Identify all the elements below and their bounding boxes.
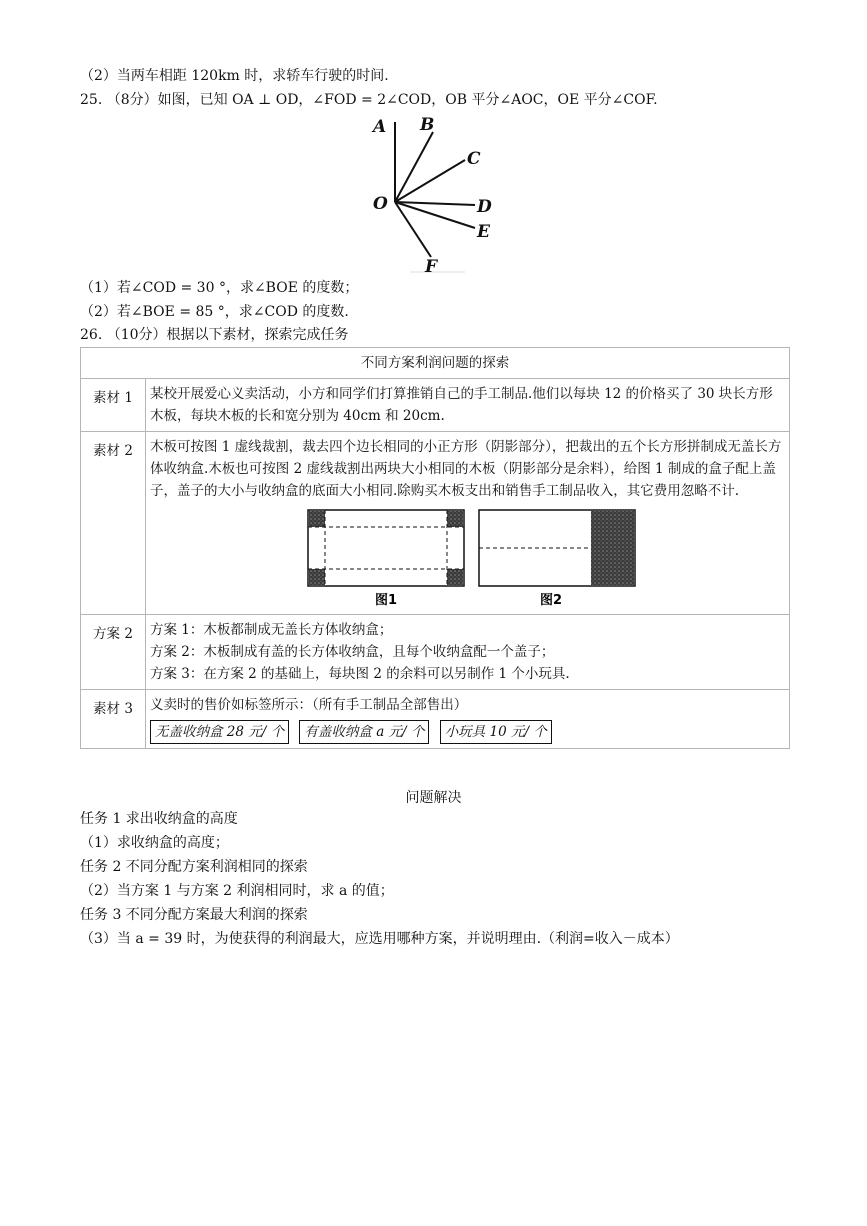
label-c: C	[467, 149, 481, 169]
table-row	[81, 690, 790, 749]
plan-2: 方案 2：木板制成有盖的长方体收纳盒，且每个收纳盒配一个盖子；	[150, 644, 555, 660]
table-row	[81, 615, 790, 690]
row-label: 素材 1	[81, 379, 146, 432]
row-text: 义卖时的售价如标签所示：（所有手工制品全部售出）	[150, 697, 468, 713]
plan-3: 方案 3：在方案 2 的基础上，每块图 2 的余料可以另制作 1 个小玩具.	[150, 666, 570, 682]
task-2-title: 任务 2 不同分配方案利润相同的探索	[80, 859, 308, 875]
row-label: 素材 2	[81, 432, 146, 615]
angle-figure	[365, 112, 505, 277]
figure-1	[308, 510, 464, 608]
label-e: E	[477, 222, 490, 242]
label-b: B	[420, 115, 435, 135]
q24-part2: （2）当两车相距 120km 时，求轿车行驶的时间.	[80, 68, 389, 84]
label-d: D	[477, 197, 492, 217]
price-tags	[150, 720, 785, 744]
task-2-question: （2）当方案 1 与方案 2 利润相同时，求 a 的值；	[80, 883, 394, 899]
plan-1: 方案 1：木板都制成无盖长方体收纳盒；	[150, 622, 393, 638]
price-tag: 小玩具 10 元/ 个	[440, 720, 552, 744]
task-1-title: 任务 1 求出收纳盒的高度	[80, 811, 238, 827]
task-3-question: （3）当 a = 39 时，为使获得的利润最大，应选用哪种方案，并说明理由.（利润=收入－成本）	[80, 931, 679, 947]
price-tag: 有盖收纳盒 a 元/ 个	[299, 720, 429, 744]
q25-part2: （2）若∠BOE = 85 °，求∠COD 的度数.	[80, 304, 349, 320]
q26-stem: 26. （10分）根据以下素材，探索完成任务	[80, 327, 349, 343]
ray-oe	[395, 202, 475, 228]
task-3-title: 任务 3 不同分配方案最大利润的探索	[80, 907, 308, 923]
table-row	[81, 432, 790, 615]
row-text: 木板可按图 1 虚线裁割，裁去四个边长相同的小正方形（阴影部分），把裁出的五个长方形拼制成无盖长方体收纳盒.木板也可按图 2 虚线裁割出两块大小相同的木板（阴影部分是余料），给图 1 制成的盒子配上盖子，盖子的大小与收纳盒的底面大小相同.除购买木板支出和销售手工制品收入，其它费用忽略不计.	[150, 439, 782, 499]
label-f: F	[425, 257, 438, 277]
row-label: 素材 3	[81, 690, 146, 749]
solve-title: 问题解决	[405, 790, 462, 806]
table-title: 不同方案利润问题的探索	[81, 348, 790, 379]
label-o: O	[373, 194, 388, 214]
row-label: 方案 2	[81, 615, 146, 690]
ray-od	[395, 202, 475, 205]
price-tag: 无盖收纳盒 28 元/ 个	[150, 720, 289, 744]
q25-part1: （1）若∠COD = 30 °，求∠BOE 的度数；	[80, 280, 359, 296]
row-text: 某校开展爱心义卖活动，小方和同学们打算推销自己的手工制品.他们以每块 12 的价格买了 30 块长方形木板，每块木板的长和宽分别为 40cm 和 20cm.	[146, 379, 790, 432]
label-a: A	[373, 117, 387, 137]
fig1-caption: 图1	[375, 593, 398, 608]
task-1-question: （1）求收纳盒的高度；	[80, 835, 229, 851]
materials-table	[80, 347, 790, 749]
fig2-caption: 图2	[540, 593, 563, 608]
ray-of	[395, 202, 431, 257]
board-figures	[150, 506, 785, 610]
q25-stem: 25. （8分）如图，已知 OA ⊥ OD，∠FOD = 2∠COD，OB 平分∠AOC，OE 平分∠COF.	[80, 92, 658, 108]
figure-2	[479, 510, 635, 608]
table-row	[81, 379, 790, 432]
